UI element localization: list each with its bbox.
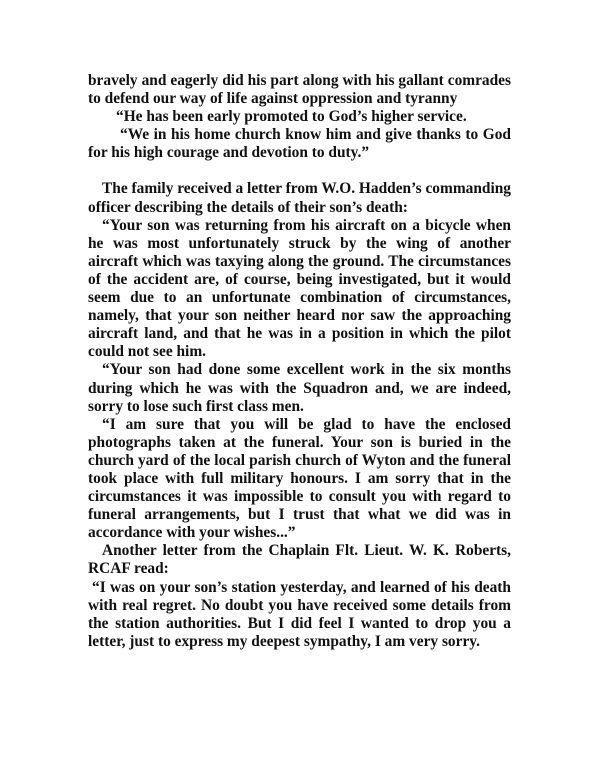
document-page (88, 72, 511, 651)
paragraph-chaplain-quote: “I was on your son’s station yesterday, and learned of his death with real regret. No doubt you have received some details from the station authorities. But I did feel I wanted to drop you a letter, just to express my deepest sympathy, I am very sorry. (88, 578, 511, 650)
paragraph-quote-funeral: “I am sure that you will be glad to have the enclosed photographs taken at the funeral. Your son is buried in the church yard of the local parish church of Wyton and the funeral took place with full military honours. I am sorry that in the circumstances it was impossible to consult you with regard to funeral arrangements, but I trust that what we did was in accordance with your wishes...” (88, 415, 511, 542)
paragraph-quote-accident: “Your son was returning from his aircraft on a bicycle when he was most unfortunately struck by the wing of another aircraft which was taxying along the ground. The circumstances of the accident are, of course, being investigated, but it would seem due to an unfortunate combination of circumstances, namely, that your son neither heard nor saw the approaching aircraft land, and that he was in a position in which the pilot could not see him. (88, 216, 511, 361)
paragraph-continuation: bravely and eagerly did his part along with his gallant comrades to defend our way of life against oppression and tyranny (88, 72, 511, 108)
paragraph-family-letter: The family received a letter from W.O. Hadden’s commanding officer describing the details of their son’s death: (88, 180, 511, 216)
paragraph-promoted: “He has been early promoted to God’s higher service. (116, 108, 467, 126)
paragraph-quote-squadron: “Your son had done some excellent work in the six months during which he was with the Squadron and, we are indeed, sorry to lose such first class men. (88, 361, 511, 415)
paragraph-gap (88, 162, 511, 180)
paragraph-chaplain-intro: Another letter from the Chaplain Flt. Lieut. W. K. Roberts, RCAF read: (88, 542, 511, 578)
paragraph-home-church: “We in his home church know him and give thanks to God for his high courage and devotion to duty.” (88, 126, 511, 162)
